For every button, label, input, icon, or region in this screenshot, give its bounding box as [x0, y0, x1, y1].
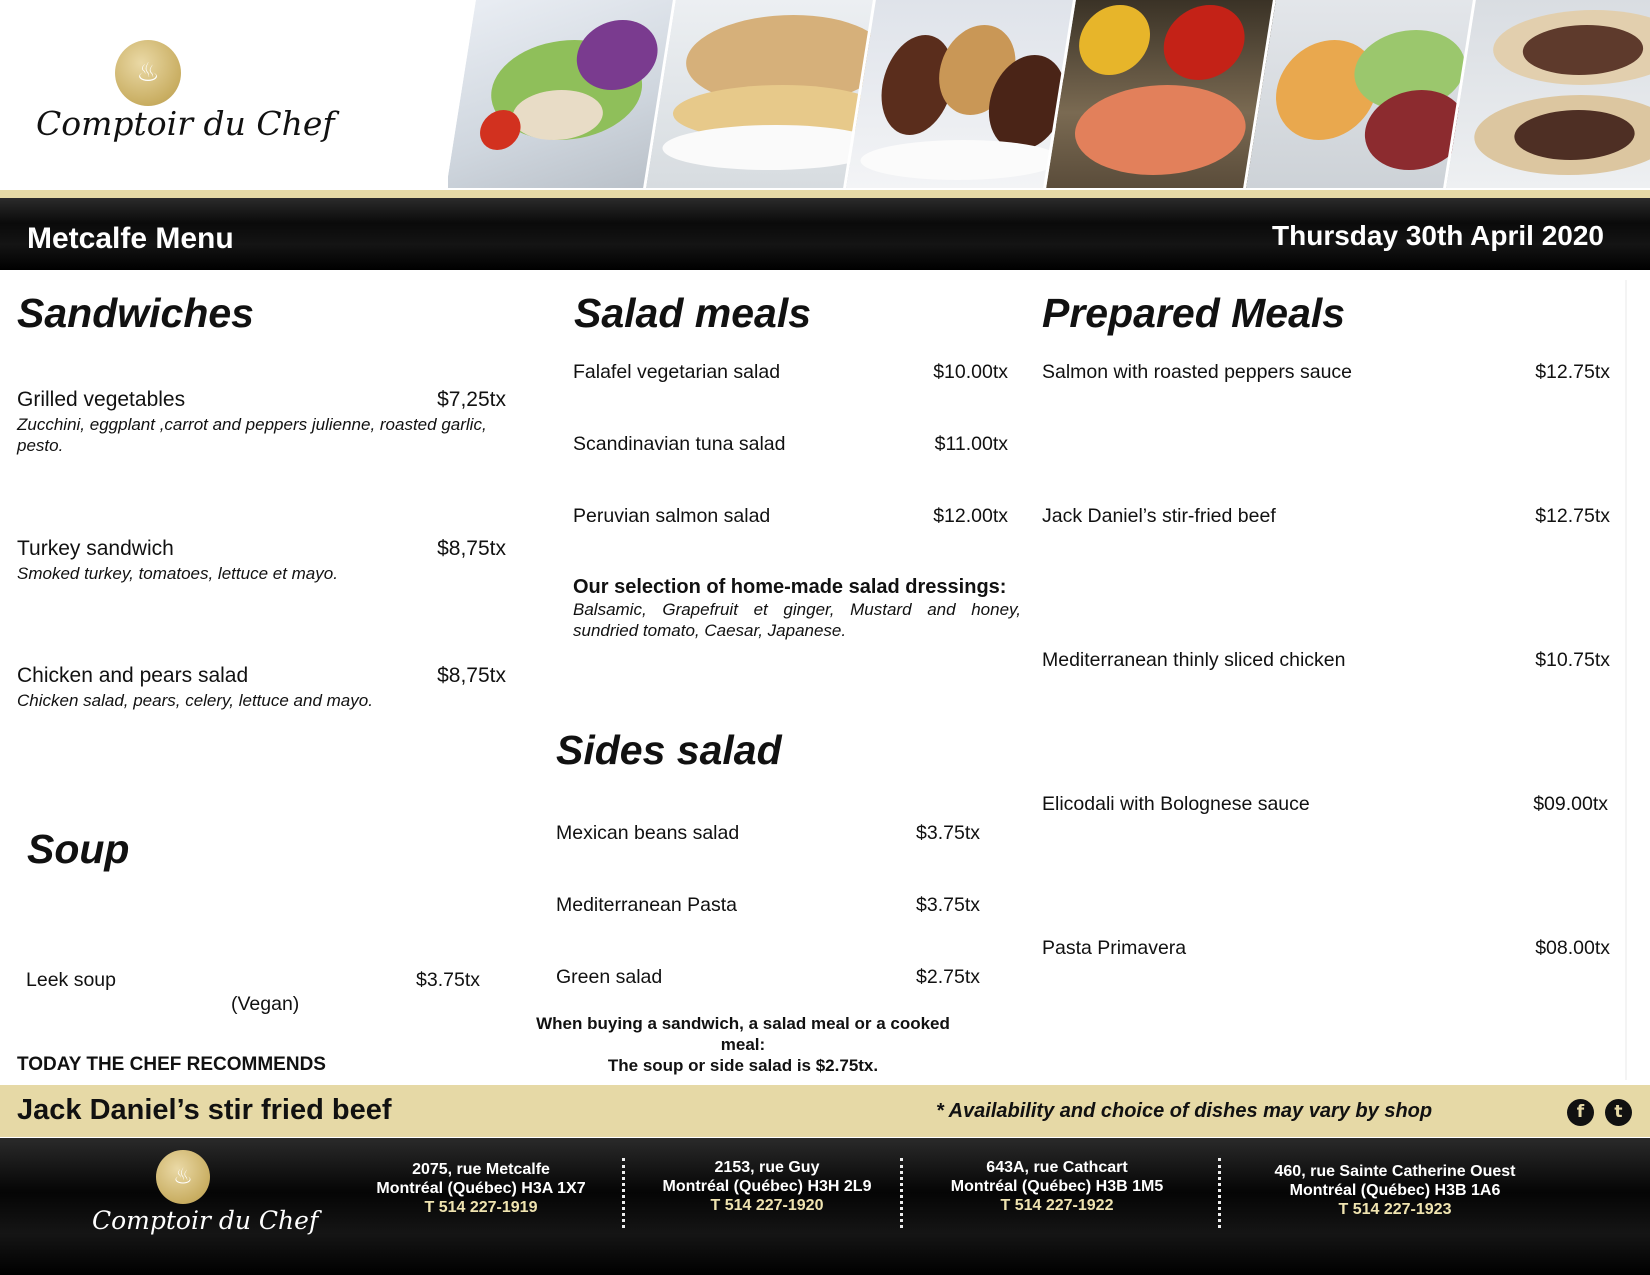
menu-item-name: Leek soup: [26, 969, 116, 991]
sandwiches-heading: Sandwiches: [17, 290, 254, 336]
menu-item-note: (Vegan): [231, 993, 300, 1015]
menu-item-name: Salmon with roasted peppers sauce: [1042, 361, 1353, 383]
menu-item-price: $08.00tx: [1535, 937, 1610, 959]
menu-item-name: Grilled vegetables: [17, 388, 186, 411]
chef-hat-icon: ♨: [156, 1150, 210, 1204]
combo-note: [505, 1013, 981, 1076]
brand-name: Comptoir du Chef: [36, 104, 335, 143]
shop-address: [925, 1158, 1189, 1215]
menu-item-price: $09.00tx: [1533, 793, 1608, 815]
menu-item-name: Jack Daniel’s stir-fried beef: [1042, 505, 1276, 527]
column-divider: [1625, 280, 1627, 1080]
facebook-icon[interactable]: f: [1567, 1099, 1594, 1126]
combo-note-line: The soup or side salad is $2.75tx.: [607, 1056, 879, 1075]
title-bar: [0, 198, 1650, 270]
prepared-meals-heading: Prepared Meals: [1042, 290, 1346, 336]
menu-item-price: $12.75tx: [1535, 505, 1610, 527]
menu-item-price: $3.75tx: [916, 822, 980, 844]
shop-city: Montréal (Québec) H3B 1A6: [1289, 1182, 1501, 1199]
chef-hat-icon: ♨: [115, 40, 181, 106]
menu-date: Thursday 30th April 2020: [1272, 220, 1604, 251]
menu-item-name: Falafel vegetarian salad: [573, 361, 781, 383]
shop-divider: [1218, 1158, 1221, 1228]
shop-street: 460, rue Sainte Catherine Ouest: [1274, 1163, 1516, 1180]
menu-item-name: Green salad: [556, 966, 663, 988]
menu-item-description: Zucchini, eggplant ,carrot and peppers julienne, roasted garlic, pesto.: [17, 415, 487, 455]
menu-item-name: Mediterranean thinly sliced chicken: [1042, 649, 1346, 671]
shop-address: [636, 1158, 898, 1215]
shop-address: [352, 1160, 610, 1217]
shop-city: Montréal (Québec) H3A 1X7: [376, 1180, 586, 1197]
menu-item-name: Chicken and pears salad: [17, 664, 249, 687]
brand-logo[interactable]: [30, 38, 335, 158]
combo-note-line: When buying a sandwich, a salad meal or a cooked: [536, 1014, 950, 1033]
menu-item-price: $2.75tx: [916, 966, 980, 988]
shop-city: Montréal (Québec) H3B 1M5: [950, 1178, 1164, 1195]
menu-item-name: Mediterranean Pasta: [556, 894, 738, 916]
shop-street: 643A, rue Cathcart: [986, 1159, 1128, 1176]
shop-phone[interactable]: T 514 227-1922: [1000, 1197, 1114, 1214]
footer-logo[interactable]: [90, 1150, 319, 1250]
menu-item-description: Smoked turkey, tomatoes, lettuce et mayo.: [17, 564, 338, 583]
footer-brand-name: Comptoir du Chef: [92, 1206, 319, 1235]
header-gold-rule: [0, 190, 1650, 198]
menu-item-price: $10.75tx: [1535, 649, 1610, 671]
dressings-list: Balsamic, Grapefruit et ginger, Mustard and honey, sundried tomato, Caesar, Japanese.: [573, 600, 1021, 640]
footer: [0, 1138, 1650, 1275]
menu-item-name: Mexican beans salad: [556, 822, 740, 844]
menu-item-price: $7,25tx: [437, 388, 506, 411]
menu-item-name: Pasta Primavera: [1042, 937, 1187, 959]
shop-phone[interactable]: T 514 227-1920: [710, 1197, 824, 1214]
menu-item-price: $8,75tx: [437, 664, 506, 687]
combo-note-line: meal:: [720, 1035, 766, 1054]
menu-item-price: $10.00tx: [933, 361, 1008, 383]
recommended-dish: Jack Daniel’s stir fried beef: [17, 1094, 392, 1126]
menu-item-price: $12.00tx: [933, 505, 1008, 527]
soup-heading: Soup: [27, 826, 130, 872]
menu-item-name: Turkey sandwich: [17, 537, 174, 560]
page-header: [0, 0, 1650, 190]
shop-city: Montréal (Québec) H3H 2L9: [662, 1178, 872, 1195]
menu-item-name: Scandinavian tuna salad: [573, 433, 786, 455]
menu-item-price: $8,75tx: [437, 537, 506, 560]
shop-street: 2075, rue Metcalfe: [412, 1161, 550, 1178]
menu-item-name: Elicodali with Bolognese sauce: [1042, 793, 1310, 815]
salad-meals-heading: Salad meals: [574, 290, 812, 336]
menu-item-name: Peruvian salmon salad: [573, 505, 771, 527]
header-photo-strip: [448, 0, 1650, 188]
recommend-label: TODAY THE CHEF RECOMMENDS: [17, 1054, 326, 1075]
sides-salad-heading: Sides salad: [556, 727, 782, 773]
shop-street: 2153, rue Guy: [714, 1159, 820, 1176]
shop-divider: [900, 1158, 903, 1228]
wrap-photo: [1443, 0, 1650, 188]
shop-phone[interactable]: T 514 227-1919: [424, 1199, 538, 1216]
menu-title: Metcalfe Menu: [27, 222, 234, 255]
twitter-icon[interactable]: t: [1605, 1099, 1632, 1126]
shop-address: [1250, 1162, 1540, 1219]
dressings-heading: Our selection of home-made salad dressings:: [573, 576, 1007, 598]
menu-item-description: Chicken salad, pears, celery, lettuce and mayo.: [17, 691, 373, 710]
menu-item-price: $3.75tx: [916, 894, 980, 916]
shop-divider: [622, 1158, 625, 1228]
recommendation-bar: [0, 1085, 1650, 1137]
menu-item-price: $3.75tx: [416, 969, 480, 991]
shop-phone[interactable]: T 514 227-1923: [1338, 1201, 1452, 1218]
menu-item-price: $11.00tx: [934, 433, 1008, 455]
availability-note: * Availability and choice of dishes may vary by shop: [936, 1100, 1433, 1122]
menu-item-price: $12.75tx: [1535, 361, 1610, 383]
